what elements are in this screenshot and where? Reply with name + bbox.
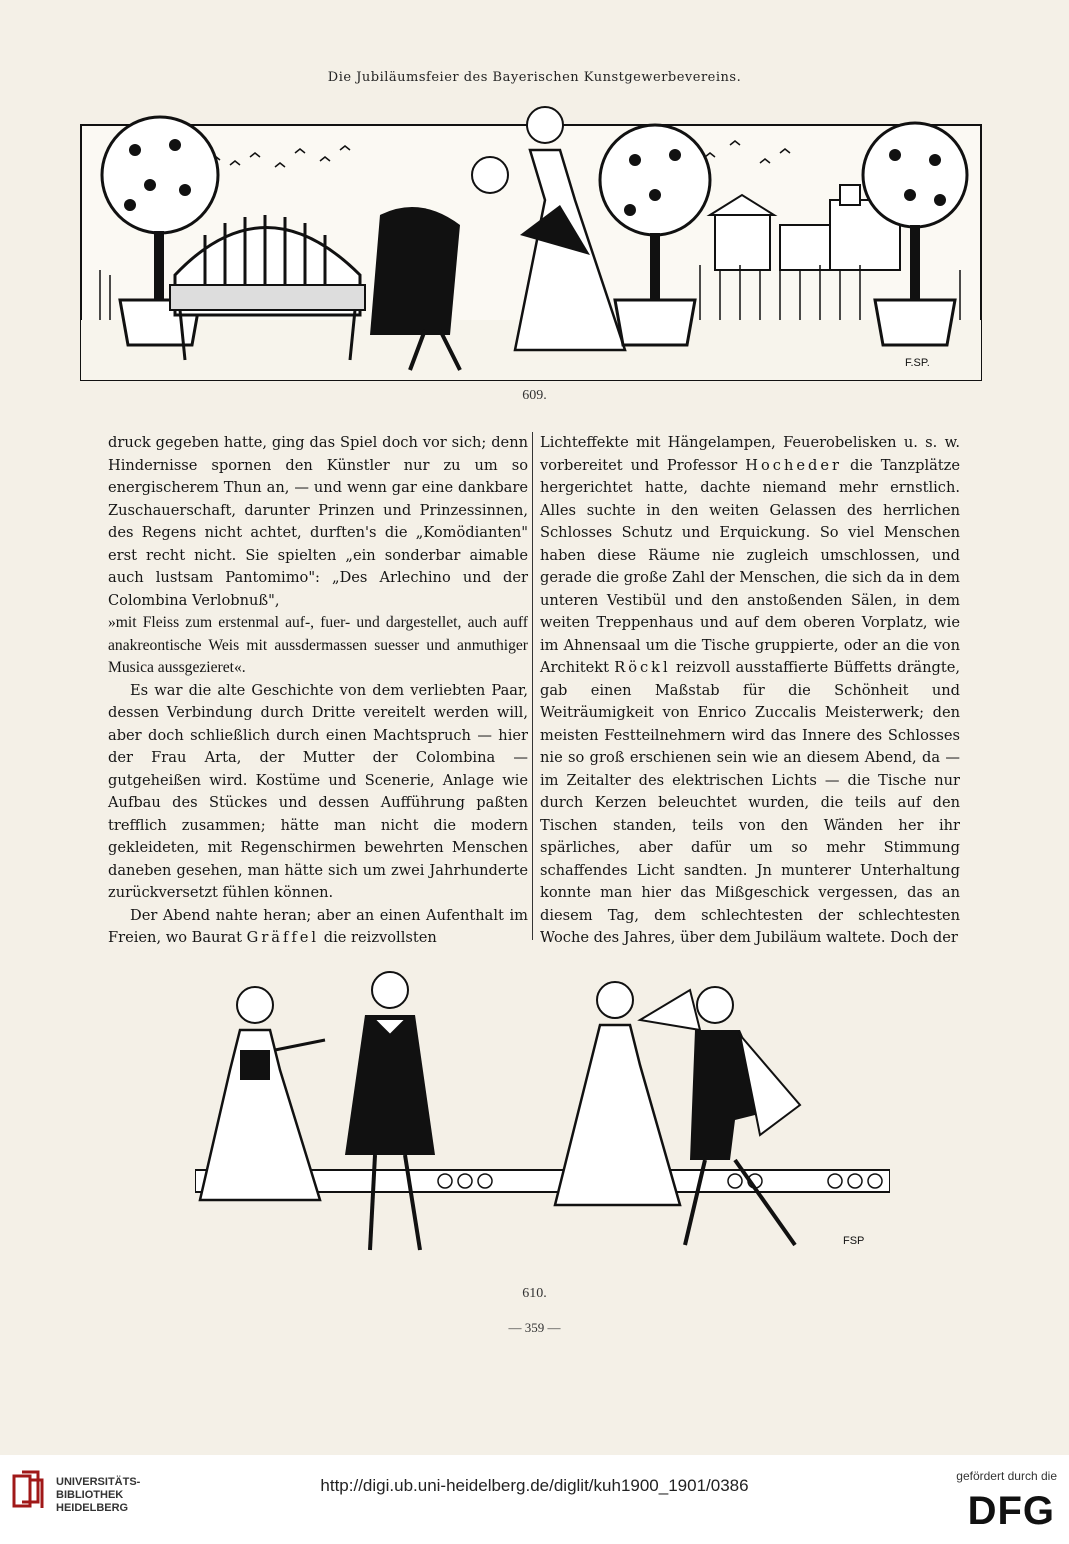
- figure-number-610: 610.: [522, 1286, 547, 1301]
- text-column-right: [540, 432, 960, 950]
- column-divider: [532, 432, 533, 940]
- text-run: Lichteffekte mit Hängelampen, Feuerobelisken u. s. w. vorbereitet und Professor: [540, 434, 960, 474]
- figure-number-609: 609.: [522, 388, 547, 403]
- text-run: die Tanzplätze hergerichtet hatte, dachte niemand mehr ernstlich. Alles suchte in den weiten Gelassen des herrlichen Schlosses Schutz und Erquickung. So viel Menschen haben diese Räume nie zugleich umschlossen, und gerade die große Zahl der Menschen, die sich da in dem unteren Vestibül und den anstoßenden Sälen, in dem weiten Treppenhaus und auf dem oberen Vorplatz, wie im Ahnensaal um die Tische gruppierte, oder an die von Architekt: [540, 456, 960, 676]
- name-spaced: Röckl: [614, 659, 671, 676]
- library-name-line: UNIVERSITÄTS-: [56, 1476, 141, 1488]
- viewer-footer: [0, 1455, 1069, 1544]
- page-number: — 359 —: [508, 1320, 561, 1335]
- paragraph-antiqua: »mit Fleiss zum erstenmal auf-, fuer- und dargestellet, auch auff anakreontische Weis mit aussdermassen suesser und anmuthiger Musica aussgezieret«.: [108, 614, 528, 676]
- text-run: die reizvollsten: [323, 929, 437, 946]
- illustration-609-signature: F.SP.: [905, 357, 930, 369]
- dfg-logo[interactable]: DFG: [967, 1489, 1055, 1533]
- library-name-line: BIBLIOTHEK: [56, 1489, 124, 1501]
- library-name-line: HEIDELBERG: [56, 1502, 129, 1514]
- illustration-610: [195, 960, 890, 1280]
- illustration-609-drawing: [80, 95, 982, 383]
- paragraph: druck gegeben hatte, ging das Spiel doch vor sich; denn Hindernisse spornen den Künstler nur zu um so energischerem Thun an, — und wenn gar eine dankbare Zuschauerschaft, darunter Prinzen und Prinzessinnen, des Regens nicht achtet, durften's die „Komödianten" erst recht nicht. Sie spielten „ein sonderbar aimable auch lustsam Pantomimo": „Des Arlechino und der Colombina Verlobnuß",: [108, 434, 528, 609]
- illustration-610-drawing: [195, 960, 890, 1280]
- text-run: reizvoll ausstaffierte Büffetts drängte, gab einen Maßstab für die Schönheit und Weiträumigkeit von Enrico Zuccalis Meisterwerk; den meisten Festteilnehmern wird das Innere des Schlosses nie so groß erschienen sein wie an diesem Abend, da — im Zeitalter des elektrischen Lichts — die Tische nur durch Kerzen beleuchtet wurden, die teils auf den Tischen standen, teils von den Wänden her ihr spärliches, aber dafür um so mehr Stimmung schaffendes Licht sandten. Jn munterer Unterhaltung konnte man hier das Mißgeschick vergessen, das an diesem Tag, dem schlechtesten der schlechtesten Woche des Jahres, über dem Jubiläum waltete. Doch der: [540, 659, 961, 946]
- text-run: Der Abend nahte heran; aber an einen Aufenthalt im Freien, wo Baurat: [108, 906, 528, 946]
- running-header: Die Jubiläumsfeier des Bayerischen Kunstgewerbevereins.: [327, 70, 742, 85]
- paragraph: [540, 432, 960, 950]
- funding-label: gefördert durch die: [956, 1469, 1057, 1483]
- illustration-609: [80, 95, 982, 383]
- permalink-url[interactable]: http://digi.ub.uni-heidelberg.de/diglit/kuh1900_1901/0386: [320, 1476, 749, 1495]
- paragraph: Es war die alte Geschichte von dem verliebten Paar, dessen Verbindung durch Dritte vereitelt werden will, aber doch schließlich durch einen Machtspruch — hier der Frau Arta, der Mutter der Colombina — gutgeheißen wird. Kostüme und Scenerie, Anlage wie Aufbau des Stückes und dessen Aufführung paßten trefflich zusammen; hätte man nicht die modern gekleideten, mit Regenschirmen bewehrten Menschen daneben gesehen, man hätte sich um zwei Jahrhunderte zurückversetzt fühlen können.: [108, 681, 528, 901]
- paragraph: [108, 905, 528, 950]
- illustration-610-signature: FSP: [843, 1235, 865, 1247]
- text-column-left: [108, 432, 528, 950]
- name-spaced: Hocheder: [745, 456, 842, 474]
- name-spaced: Gräffel: [246, 929, 320, 946]
